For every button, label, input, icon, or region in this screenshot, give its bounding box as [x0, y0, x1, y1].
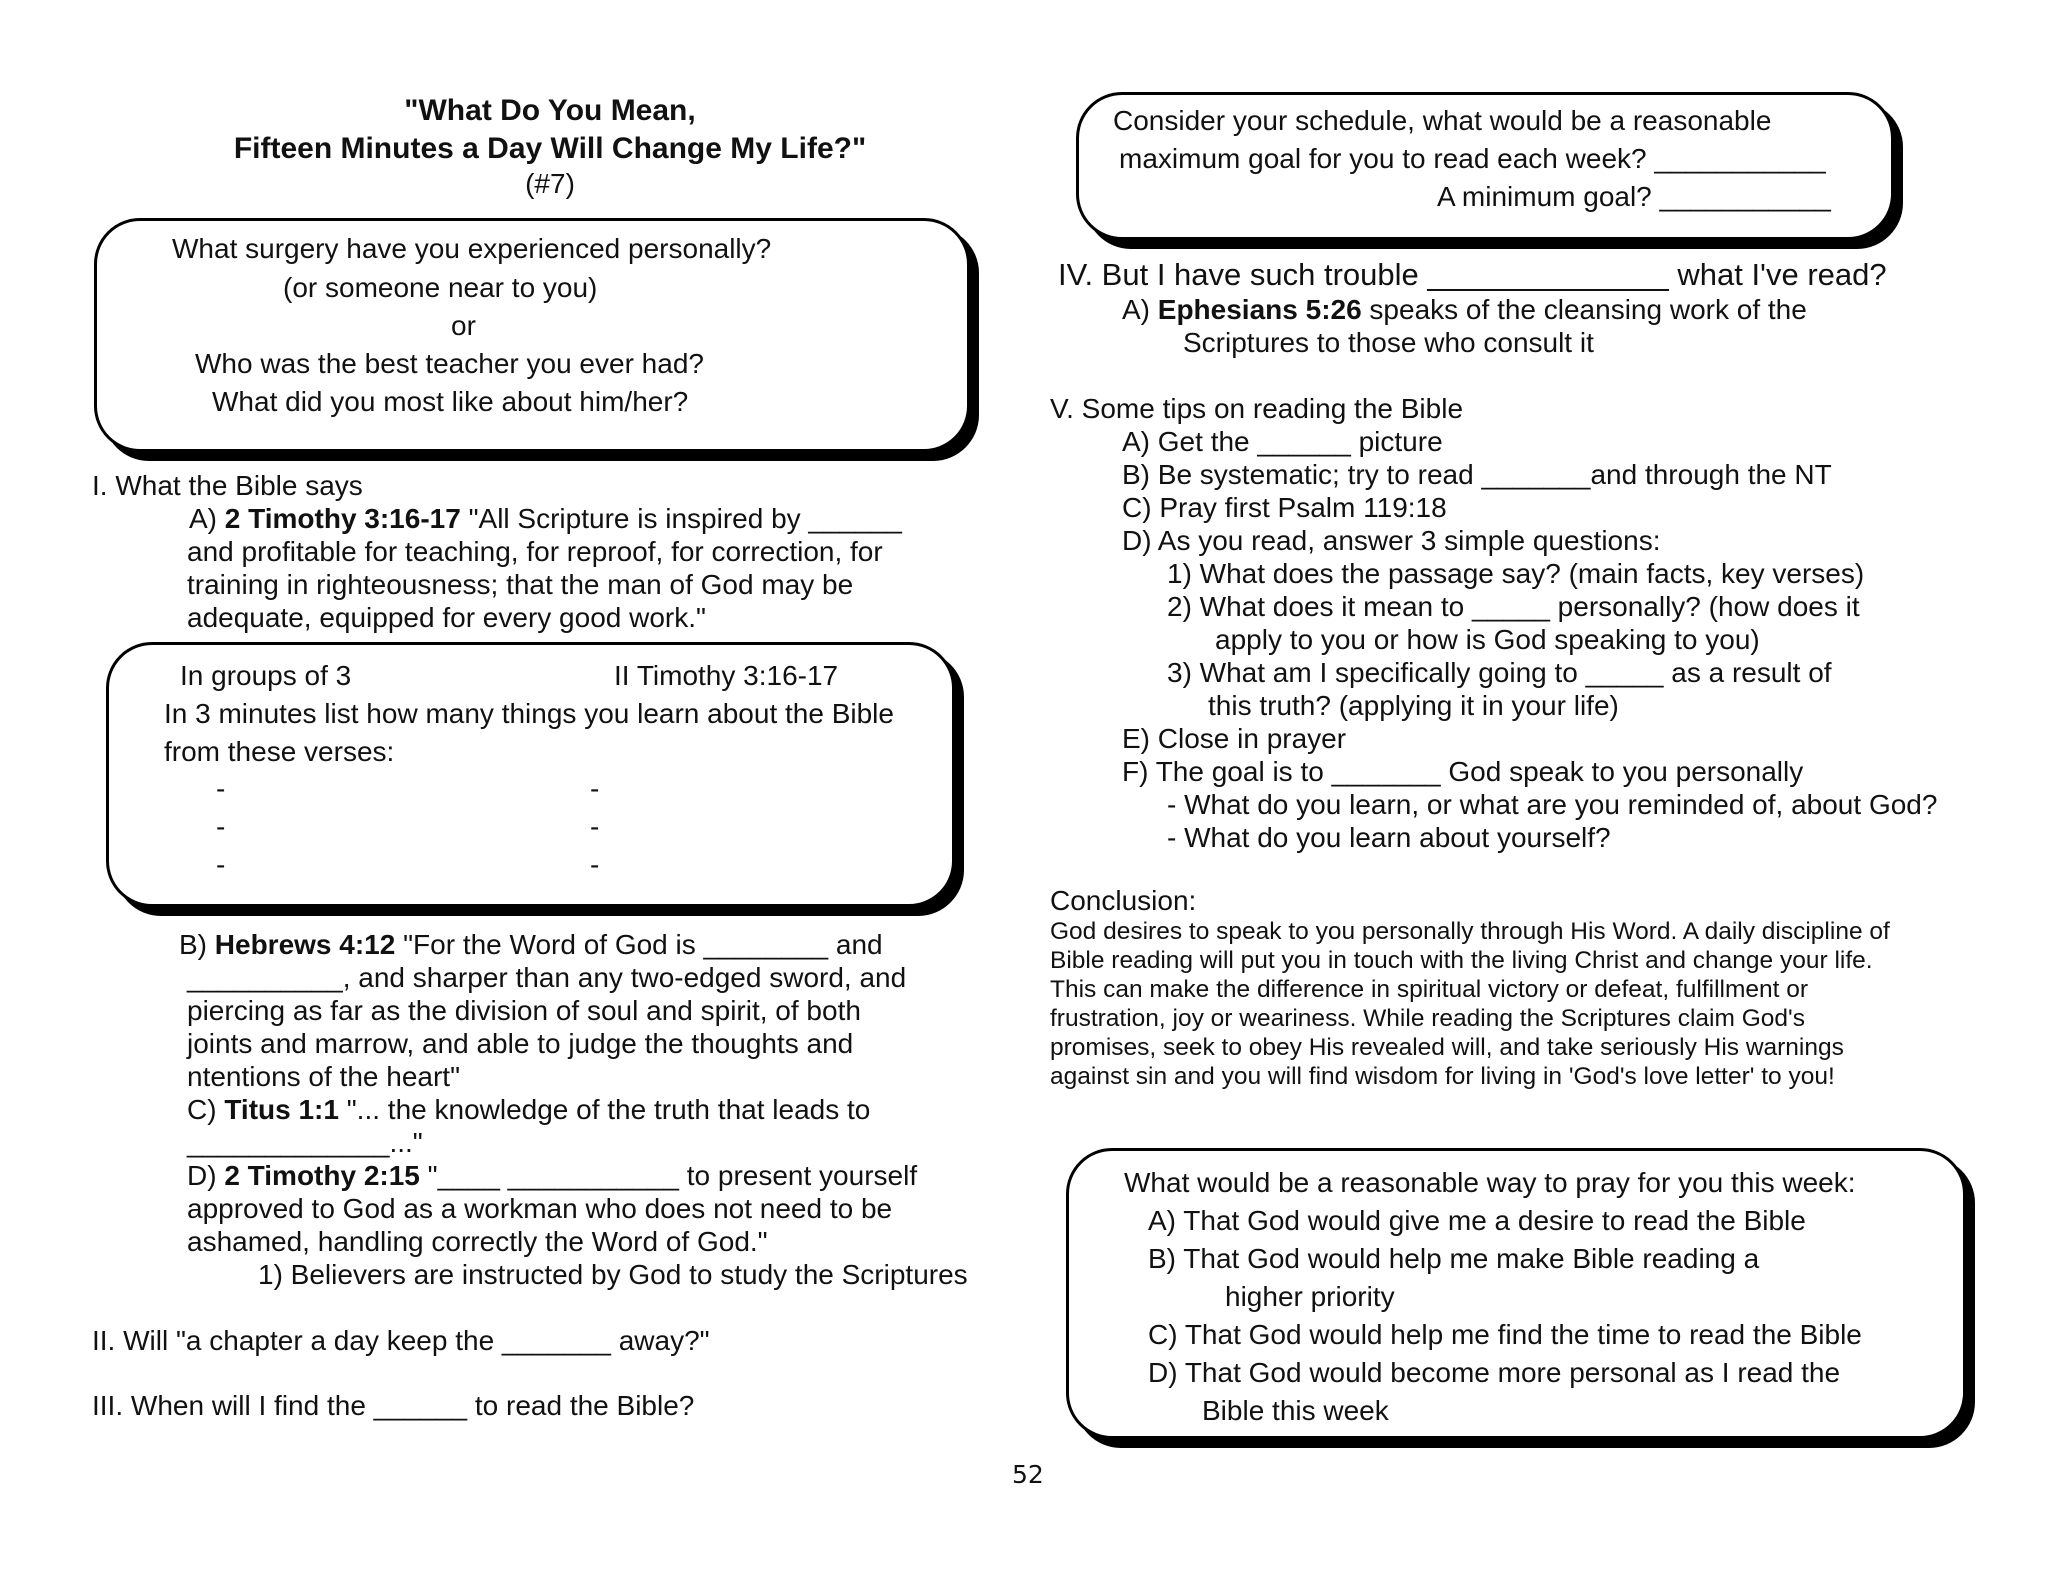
- list-dash: -: [216, 811, 226, 842]
- section-1-a-line-2: and profitable for teaching, for reproof, for correction, for: [187, 536, 883, 567]
- section-1-c-line-2: _____________...": [187, 1127, 423, 1158]
- prayer-d-cont: Bible this week: [1202, 1395, 1389, 1426]
- conclusion-line-3: This can make the difference in spiritual victory or defeat, fulfillment or: [1050, 976, 1809, 1003]
- schedule-line-1: Consider your schedule, what would be a reasonable: [1113, 105, 1772, 136]
- list-dash: -: [590, 773, 600, 804]
- section-1-a-ref: 2 Timothy 3:16-17: [224, 503, 461, 534]
- section-5-d: D) As you read, answer 3 simple questions:: [1122, 525, 1661, 556]
- section-1-b-line-2: __________, and sharper than any two-edged sword, and: [187, 962, 907, 993]
- lesson-number: (#7): [525, 168, 575, 199]
- section-1-b-line-5: ntentions of the heart": [187, 1061, 461, 1092]
- list-dash: -: [216, 849, 226, 880]
- section-5-f-2: - What do you learn about yourself?: [1167, 822, 1611, 853]
- section-1-b: [179, 928, 883, 961]
- section-1-c-ref: Titus 1:1: [224, 1094, 339, 1125]
- icebreaker-line-3: or: [451, 310, 476, 341]
- schedule-line-2: maximum goal for you to read each week? ___________: [1119, 143, 1826, 174]
- group-activity-reference: II Timothy 3:16-17: [614, 660, 839, 691]
- icebreaker-line-4: Who was the best teacher you ever had?: [195, 348, 704, 379]
- section-1-d-text: "____ ___________ to present yourself: [419, 1160, 918, 1191]
- section-5-f-1: - What do you learn, or what are you reminded of, about God?: [1167, 789, 1938, 820]
- prayer-b: B) That God would help me make Bible reading a: [1148, 1243, 1760, 1274]
- section-5-heading: V. Some tips on reading the Bible: [1050, 393, 1464, 424]
- conclusion-line-5: promises, seek to obey His revealed will, and take seriously His warnings: [1050, 1034, 1844, 1061]
- section-1-d-point-1: 1) Believers are instructed by God to study the Scriptures: [258, 1259, 968, 1290]
- section-1-c-prefix: C): [187, 1094, 225, 1125]
- section-5-d-2: 2) What does it mean to _____ personally? (how does it: [1167, 591, 1860, 622]
- section-1-b-text: "For the Word of God is ________ and: [395, 929, 883, 960]
- section-5-c: C) Pray first Psalm 119:18: [1122, 492, 1447, 523]
- prayer-heading: What would be a reasonable way to pray for you this week:: [1124, 1167, 1856, 1198]
- section-5-e: E) Close in prayer: [1122, 723, 1347, 754]
- section-4-a: [1122, 293, 1807, 326]
- group-activity-line-3: from these verses:: [164, 736, 395, 767]
- section-1-d-line-3: ashamed, handling correctly the Word of God.": [187, 1226, 768, 1257]
- section-1-c-text: "... the knowledge of the truth that leads to: [338, 1094, 871, 1125]
- section-1-d-prefix: D): [187, 1160, 225, 1191]
- section-4-a-line-2: Scriptures to those who consult it: [1183, 327, 1594, 358]
- schedule-line-3: A minimum goal? ___________: [1437, 181, 1831, 212]
- section-1-b-line-3: piercing as far as the division of soul and spirit, of both: [187, 995, 861, 1026]
- section-1-a-prefix: A): [189, 503, 225, 534]
- section-5-d-1: 1) What does the passage say? (main facts, key verses): [1167, 558, 1865, 589]
- conclusion-heading: Conclusion:: [1050, 885, 1197, 916]
- list-dash: -: [216, 773, 226, 804]
- group-activity-left: In groups of 3: [180, 660, 352, 691]
- prayer-a: A) That God would give me a desire to read the Bible: [1148, 1205, 1806, 1236]
- section-5-a: A) Get the ______ picture: [1122, 426, 1443, 457]
- section-1-d: [187, 1159, 917, 1192]
- section-4-a-ref: Ephesians 5:26: [1157, 294, 1362, 325]
- icebreaker-line-1: What surgery have you experienced personally?: [172, 233, 772, 264]
- section-1-b-line-4: joints and marrow, and able to judge the thoughts and: [187, 1028, 854, 1059]
- icebreaker-line-2: (or someone near to you): [283, 272, 598, 303]
- section-5-f: F) The goal is to _______ God speak to you personally: [1122, 756, 1804, 787]
- section-1-heading: I. What the Bible says: [92, 470, 363, 501]
- section-4-a-prefix: A): [1122, 294, 1158, 325]
- conclusion-line-4: frustration, joy or weariness. While reading the Scriptures claim God's: [1050, 1005, 1805, 1032]
- section-5-d-2-cont: apply to you or how is God speaking to you): [1215, 624, 1760, 655]
- section-4-a-text: speaks of the cleansing work of the: [1361, 294, 1807, 325]
- conclusion-line-2: Bible reading will put you in touch with the living Christ and change your life.: [1050, 947, 1873, 974]
- title-line-1: "What Do You Mean,: [404, 94, 696, 127]
- section-1-d-ref: 2 Timothy 2:15: [224, 1160, 420, 1191]
- section-1-b-ref: Hebrews 4:12: [214, 929, 396, 960]
- page-number: 52: [1012, 1460, 1044, 1489]
- icebreaker-line-5: What did you most like about him/her?: [212, 386, 689, 417]
- section-5-b: B) Be systematic; try to read _______and through the NT: [1122, 459, 1832, 490]
- section-3: III. When will I find the ______ to read the Bible?: [92, 1390, 695, 1421]
- section-1-b-prefix: B): [179, 929, 215, 960]
- section-1-a: [189, 502, 902, 535]
- conclusion-line-6: against sin and you will find wisdom for living in 'God's love letter' to you!: [1050, 1063, 1835, 1090]
- section-1-a-text: "All Scripture is inspired by ______: [460, 503, 902, 534]
- prayer-b-cont: higher priority: [1225, 1281, 1395, 1312]
- page-title: [140, 92, 960, 168]
- section-2: II. Will "a chapter a day keep the _______ away?": [92, 1325, 710, 1356]
- section-5-d-3: 3) What am I specifically going to _____ as a result of: [1167, 657, 1832, 688]
- prayer-c: C) That God would help me find the time to read the Bible: [1148, 1319, 1862, 1350]
- section-4-heading: IV. But I have such trouble ______________ what I've read?: [1058, 257, 1887, 292]
- group-activity-line-2: In 3 minutes list how many things you learn about the Bible: [164, 698, 894, 729]
- section-5-d-3-cont: this truth? (applying it in your life): [1208, 690, 1619, 721]
- conclusion-line-1: God desires to speak to you personally through His Word. A daily discipline of: [1050, 918, 1890, 945]
- list-dash: -: [590, 849, 600, 880]
- list-dash: -: [590, 811, 600, 842]
- title-line-2: Fifteen Minutes a Day Will Change My Life?": [233, 132, 867, 165]
- section-1-a-line-3: training in righteousness; that the man of God may be: [187, 569, 854, 600]
- prayer-d: D) That God would become more personal as I read the: [1148, 1357, 1841, 1388]
- section-1-d-line-2: approved to God as a workman who does not need to be: [187, 1193, 893, 1224]
- section-1-c: [187, 1093, 870, 1126]
- section-1-a-line-4: adequate, equipped for every good work.": [187, 602, 706, 633]
